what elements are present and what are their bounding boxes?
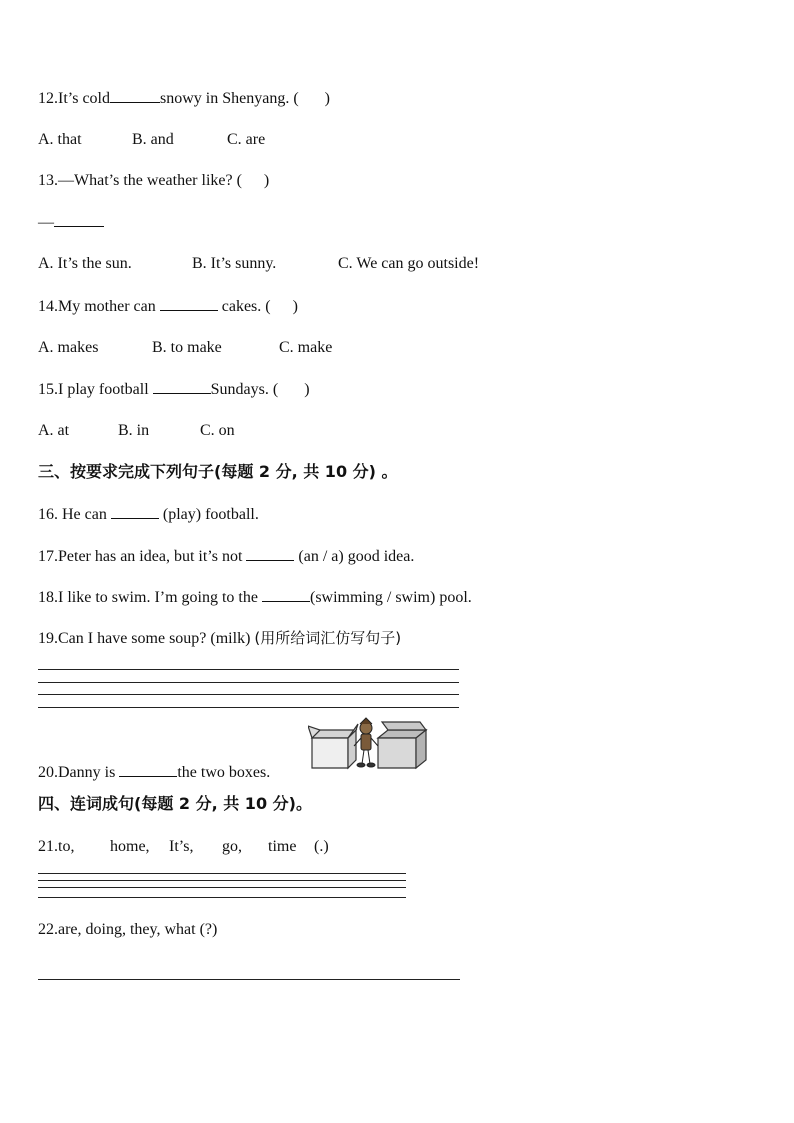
question-13-answer: — <box>38 212 104 233</box>
question-19: 19.Can I have some soup? (milk) (用所给词汇仿写句子) <box>38 629 402 647</box>
answer-line[interactable] <box>38 694 459 695</box>
question-13: 13.—What’s the weather like? ( ) <box>38 172 270 189</box>
answer-line[interactable] <box>38 873 406 874</box>
question-12-options <box>38 130 265 150</box>
answer-line[interactable] <box>38 887 406 888</box>
question-14-after: cakes. ( <box>221 298 271 315</box>
option-c[interactable]: C. make <box>279 339 333 356</box>
question-13-blank[interactable] <box>54 212 104 227</box>
option-b[interactable]: B. and <box>132 131 174 148</box>
question-18-blank[interactable] <box>262 587 310 602</box>
question-16-blank[interactable] <box>111 504 159 519</box>
question-15: 15.I play football Sundays. ( ) <box>38 381 310 398</box>
question-15-blank[interactable] <box>153 379 211 394</box>
question-14-blank[interactable] <box>160 296 218 311</box>
question-18: 18.I like to swim. I’m going to the (swimming / swim) pool. <box>38 589 472 606</box>
boxes-with-boy-icon <box>308 716 432 776</box>
question-21: 21.to, home, It’s, go, time (.) <box>38 838 329 855</box>
answer-line[interactable] <box>38 669 459 670</box>
question-14-options <box>38 338 332 358</box>
option-b[interactable]: B. to make <box>152 339 222 356</box>
question-14-text: 14.My mother can <box>38 298 156 315</box>
question-12-after: snowy in Shenyang. ( <box>160 90 299 107</box>
option-a[interactable]: A. It’s the sun. <box>38 255 132 272</box>
question-14: 14.My mother can cakes. ( ) <box>38 298 298 315</box>
question-15-options <box>38 421 235 441</box>
question-15-after: Sundays. ( <box>210 381 279 398</box>
option-a[interactable]: A. makes <box>38 339 99 356</box>
question-12-blank[interactable] <box>110 88 160 103</box>
option-c[interactable]: C. on <box>200 422 235 439</box>
section-4-heading: 四、连词成句(每题 2 分, 共 10 分)。 <box>38 794 312 813</box>
answer-line[interactable] <box>38 682 459 683</box>
question-15-text: 15.I play football <box>38 381 149 398</box>
question-16: 16. He can (play) football. <box>38 506 259 523</box>
section-3-heading: 三、按要求完成下列句子(每题 2 分, 共 10 分) 。 <box>38 462 398 481</box>
option-b[interactable]: B. It’s sunny. <box>192 255 277 272</box>
question-20-blank[interactable] <box>119 762 177 777</box>
answer-line[interactable] <box>38 880 406 881</box>
answer-line[interactable] <box>38 979 460 980</box>
answer-line[interactable] <box>38 707 459 708</box>
question-20: 20.Danny is the two boxes. <box>38 764 271 781</box>
question-13-options <box>38 254 479 274</box>
option-b[interactable]: B. in <box>118 422 150 439</box>
option-a[interactable]: A. at <box>38 422 70 439</box>
question-22: 22.are, doing, they, what (?) <box>38 921 218 938</box>
question-19-instruction: (用所给词汇仿写句子) <box>254 629 402 647</box>
option-a[interactable]: A. that <box>38 131 82 148</box>
question-13-text: 13.—What’s the weather like? ( <box>38 172 242 189</box>
question-17-blank[interactable] <box>246 546 294 561</box>
question-17: 17.Peter has an idea, but it’s not (an / a) good idea. <box>38 548 415 565</box>
question-12-text: 12.It’s cold <box>38 90 110 107</box>
option-c[interactable]: C. We can go outside! <box>338 255 480 272</box>
option-c[interactable]: C. are <box>227 131 266 148</box>
answer-line[interactable] <box>38 897 406 898</box>
question-12: 12.It’s cold snowy in Shenyang. ( ) <box>38 90 330 107</box>
